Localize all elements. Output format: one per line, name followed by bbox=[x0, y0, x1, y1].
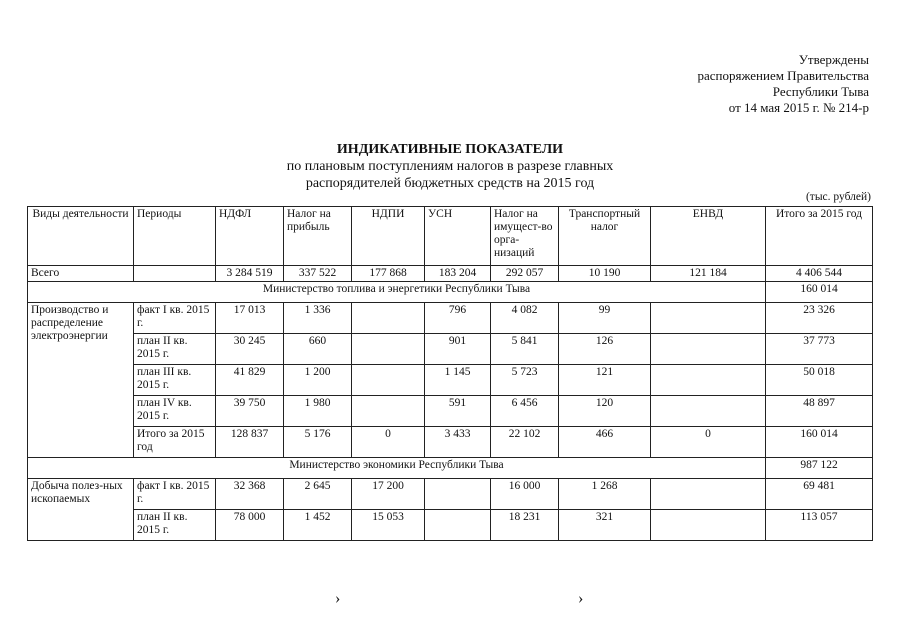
table-cell: 0 bbox=[352, 427, 425, 458]
table-cell bbox=[134, 266, 216, 282]
col-header: Периоды bbox=[134, 207, 216, 266]
table-row bbox=[28, 334, 873, 365]
period-cell: план II кв. 2015 г. bbox=[134, 334, 216, 365]
ministry-row bbox=[28, 282, 873, 303]
table-cell: 17 200 bbox=[352, 479, 425, 510]
table-cell: 1 268 bbox=[559, 479, 651, 510]
table-cell: 126 bbox=[559, 334, 651, 365]
period-cell: факт I кв. 2015 г. bbox=[134, 479, 216, 510]
col-header: НДПИ bbox=[352, 207, 425, 266]
table-row bbox=[28, 303, 873, 334]
table-cell: 5 723 bbox=[491, 365, 559, 396]
ministry-name: Министерство топлива и энергетики Республики Тыва bbox=[28, 282, 766, 303]
table-cell: 3 284 519 bbox=[216, 266, 284, 282]
activity-name: Производство и распределение электроэнергии bbox=[28, 303, 134, 458]
table-cell: 1 200 bbox=[284, 365, 352, 396]
period-cell: план IV кв. 2015 г. bbox=[134, 396, 216, 427]
table-cell: 5 841 bbox=[491, 334, 559, 365]
table-cell: 18 231 bbox=[491, 510, 559, 541]
table-cell: 466 bbox=[559, 427, 651, 458]
table-cell bbox=[425, 479, 491, 510]
title-sub: по плановым поступлениям налогов в разрезе главных bbox=[286, 159, 614, 174]
col-header: Налог на имущест-во орга-низаций bbox=[491, 207, 559, 266]
table-row bbox=[28, 396, 873, 427]
table-cell bbox=[651, 365, 766, 396]
col-header: Виды деятельности bbox=[28, 207, 134, 266]
col-header: ЕНВД bbox=[651, 207, 766, 266]
table-cell: 41 829 bbox=[216, 365, 284, 396]
table-cell: 48 897 bbox=[766, 396, 873, 427]
table-cell: 0 bbox=[651, 427, 766, 458]
total-label: Всего bbox=[28, 266, 134, 282]
table-cell: 3 433 bbox=[425, 427, 491, 458]
units-label: (тыс. рублей) bbox=[805, 191, 871, 203]
table-cell: 32 368 bbox=[216, 479, 284, 510]
table-cell: 5 176 bbox=[284, 427, 352, 458]
table-row bbox=[28, 365, 873, 396]
table-cell bbox=[352, 334, 425, 365]
approval-line: Республики Тыва bbox=[772, 84, 869, 99]
table-cell: 591 bbox=[425, 396, 491, 427]
pen-mark: › bbox=[335, 590, 341, 607]
ministry-total: 987 122 bbox=[766, 458, 873, 479]
table-cell: 183 204 bbox=[425, 266, 491, 282]
table-row bbox=[28, 427, 873, 458]
table-cell: 16 000 bbox=[491, 479, 559, 510]
table-cell bbox=[651, 334, 766, 365]
title-main: ИНДИКАТИВНЫЕ ПОКАЗАТЕЛИ bbox=[336, 142, 564, 157]
period-cell: Итого за 2015 год bbox=[134, 427, 216, 458]
header-row bbox=[28, 207, 873, 266]
table-cell bbox=[651, 303, 766, 334]
indicators-table bbox=[27, 206, 873, 541]
table-cell: 121 bbox=[559, 365, 651, 396]
table-cell bbox=[651, 479, 766, 510]
table-cell: 121 184 bbox=[651, 266, 766, 282]
table-cell: 39 750 bbox=[216, 396, 284, 427]
col-header: УСН bbox=[425, 207, 491, 266]
table-cell: 4 406 544 bbox=[766, 266, 873, 282]
table-cell bbox=[352, 365, 425, 396]
table-cell: 120 bbox=[559, 396, 651, 427]
table-cell: 4 082 bbox=[491, 303, 559, 334]
period-cell: план III кв. 2015 г. bbox=[134, 365, 216, 396]
table-cell: 292 057 bbox=[491, 266, 559, 282]
table-cell: 22 102 bbox=[491, 427, 559, 458]
approval-line: от 14 мая 2015 г. № 214-р bbox=[728, 100, 869, 115]
table-cell: 23 326 bbox=[766, 303, 873, 334]
table-cell: 30 245 bbox=[216, 334, 284, 365]
table-cell: 1 336 bbox=[284, 303, 352, 334]
table-cell: 337 522 bbox=[284, 266, 352, 282]
table-cell: 69 481 bbox=[766, 479, 873, 510]
table-cell: 37 773 bbox=[766, 334, 873, 365]
table-cell: 1 452 bbox=[284, 510, 352, 541]
ministry-row bbox=[28, 458, 873, 479]
table-cell: 15 053 bbox=[352, 510, 425, 541]
col-header: Итого за 2015 год bbox=[766, 207, 873, 266]
approval-line: Утверждены bbox=[798, 52, 869, 67]
table-cell: 796 bbox=[425, 303, 491, 334]
period-cell: план II кв. 2015 г. bbox=[134, 510, 216, 541]
table-row bbox=[28, 479, 873, 510]
table-cell: 99 bbox=[559, 303, 651, 334]
table-cell: 50 018 bbox=[766, 365, 873, 396]
col-header: Транспортный налог bbox=[559, 207, 651, 266]
ministry-name: Министерство экономики Республики Тыва bbox=[28, 458, 766, 479]
table-cell: 17 013 bbox=[216, 303, 284, 334]
col-header: НДФЛ bbox=[216, 207, 284, 266]
title-sub: распорядителей бюджетных средств на 2015 год bbox=[305, 176, 595, 191]
table-cell: 321 bbox=[559, 510, 651, 541]
table-cell: 10 190 bbox=[559, 266, 651, 282]
table-cell: 1 145 bbox=[425, 365, 491, 396]
activity-name: Добыча полез-ных ископаемых bbox=[28, 479, 134, 541]
table-cell: 177 868 bbox=[352, 266, 425, 282]
period-cell: факт I кв. 2015 г. bbox=[134, 303, 216, 334]
table-row bbox=[28, 510, 873, 541]
total-row bbox=[28, 266, 873, 282]
approval-stamp bbox=[649, 52, 869, 116]
table-cell: 6 456 bbox=[491, 396, 559, 427]
document-title bbox=[150, 141, 750, 192]
pen-mark: › bbox=[578, 590, 584, 607]
table-cell bbox=[352, 303, 425, 334]
ministry-total: 160 014 bbox=[766, 282, 873, 303]
table-cell: 160 014 bbox=[766, 427, 873, 458]
col-header: Налог на прибыль bbox=[284, 207, 352, 266]
table-cell: 1 980 bbox=[284, 396, 352, 427]
table-cell: 660 bbox=[284, 334, 352, 365]
table-cell bbox=[651, 396, 766, 427]
table-cell bbox=[651, 510, 766, 541]
table-cell: 901 bbox=[425, 334, 491, 365]
table-cell: 2 645 bbox=[284, 479, 352, 510]
table-cell bbox=[352, 396, 425, 427]
table-cell: 113 057 bbox=[766, 510, 873, 541]
table-cell: 78 000 bbox=[216, 510, 284, 541]
table-cell: 128 837 bbox=[216, 427, 284, 458]
approval-line: распоряжением Правительства bbox=[697, 68, 869, 83]
table-cell bbox=[425, 510, 491, 541]
